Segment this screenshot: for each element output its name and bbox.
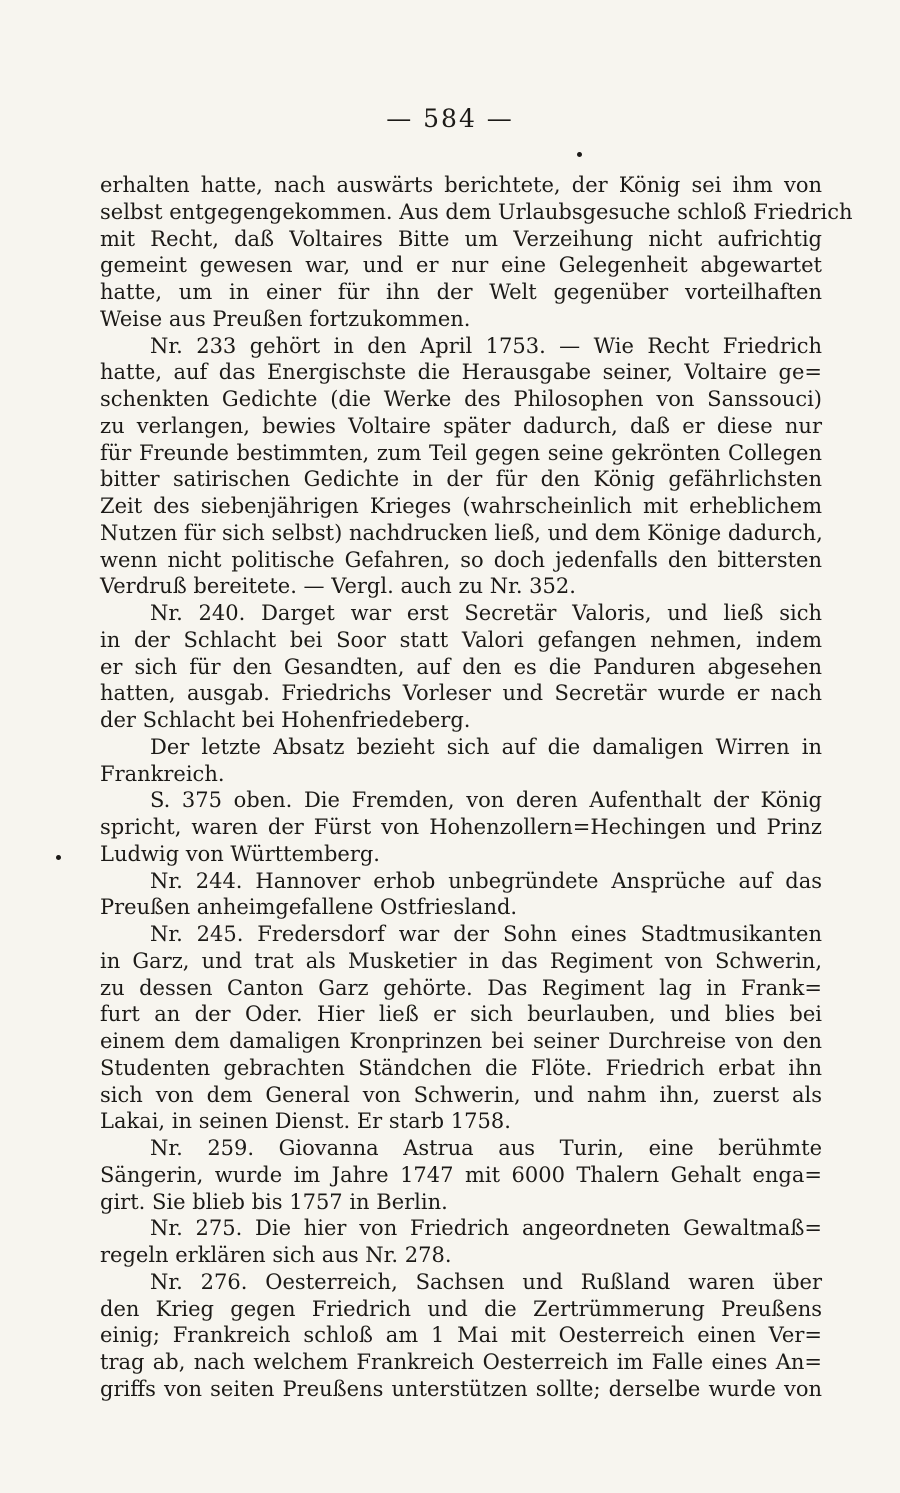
text-line: er sich für den Gesandten, auf den es die Panduren abgesehen <box>100 654 822 679</box>
text-line: sich von dem General von Schwerin, und nahm ihn, zuerst als <box>100 1082 822 1107</box>
text-line: Nr. 275. Die hier von Friedrich angeordneten Gewaltmaß= <box>150 1216 822 1241</box>
body-text <box>100 172 853 1403</box>
text-line: Nr. 240. Darget war erst Secretär Valoris, und ließ sich <box>150 601 822 625</box>
text-line: einem dem damaligen Kronprinzen bei seiner Durchreise von den <box>100 1029 822 1053</box>
text-line: Preußen anheimgefallene Ostfriesland. <box>100 895 518 920</box>
text-line: in der Schlacht bei Soor statt Valori gefangen nehmen, indem <box>100 627 822 652</box>
text-line: hatten, ausgab. Friedrichs Vorleser und Secretär wurde er nach <box>100 681 822 706</box>
text-line: Nr. 276. Oesterreich, Sachsen und Rußland waren über <box>150 1269 822 1294</box>
margin-speck <box>56 855 61 860</box>
text-line: Nr. 233 gehört in den April 1753. — Wie Recht Friedrich <box>150 333 822 358</box>
text-line: Weise aus Preußen fortzukommen. <box>100 306 471 331</box>
text-line: Zeit des siebenjährigen Krieges (wahrscheinlich mit erheblichem <box>100 494 822 518</box>
page-number: — 584 — <box>386 104 514 133</box>
text-line: Ludwig von Württemberg. <box>100 841 380 866</box>
text-line: gemeint gewesen war, und er nur eine Gelegenheit abgewartet <box>100 253 822 278</box>
text-line: selbst entgegengekommen. Aus dem Urlaubsgesuche schloß Friedrich <box>100 199 853 224</box>
text-line: der Schlacht bei Hohenfriedeberg. <box>100 708 471 732</box>
text-line: spricht, waren der Fürst von Hohenzollern=Hechingen und Prinz <box>100 815 822 839</box>
text-line: schenkten Gedichte (die Werke des Philosophen von Sanssouci) <box>100 387 822 411</box>
text-line: zu dessen Canton Garz gehörte. Das Regiment lag in Frank= <box>100 975 822 1000</box>
text-line: hatte, auf das Energischste die Herausgabe seiner, Voltaire ge= <box>100 360 822 385</box>
text-line: Lakai, in seinen Dienst. Er starb 1758. <box>100 1109 511 1134</box>
text-line: für Freunde bestimmten, zum Teil gegen seine gekrönten Collegen <box>100 440 822 465</box>
text-line: Verdruß bereitete. — Vergl. auch zu Nr. 352. <box>100 574 576 599</box>
text-line: griffs von seiten Preußens unterstützen sollte; derselbe wurde von <box>100 1376 822 1401</box>
text-line: den Krieg gegen Friedrich und die Zertrümmerung Preußens <box>100 1296 822 1321</box>
print-speck <box>577 152 582 157</box>
text-line: trag ab, nach welchem Frankreich Oesterreich im Falle eines An= <box>100 1350 822 1374</box>
text-line: mit Recht, daß Voltaires Bitte um Verzeihung nicht aufrichtig <box>100 226 822 251</box>
text-line: zu verlangen, bewies Voltaire später dadurch, daß er diese nur <box>100 413 822 438</box>
text-line: Frankreich. <box>100 761 225 786</box>
text-line: regeln erklären sich aus Nr. 278. <box>100 1243 452 1267</box>
text-line: einig; Frankreich schloß am 1 Mai mit Oesterreich einen Ver= <box>100 1323 822 1348</box>
text-line: furt an der Oder. Hier ließ er sich beurlauben, und blies bei <box>100 1002 822 1027</box>
text-line: Nr. 245. Fredersdorf war der Sohn eines Stadtmusikanten <box>150 922 822 946</box>
text-line: bitter satirischen Gedichte in der für den König gefährlichsten <box>100 467 822 492</box>
text-line: Nutzen für sich selbst) nachdrucken ließ, und dem Könige dadurch, <box>100 520 823 545</box>
text-line: in Garz, und trat als Musketier in das Regiment von Schwerin, <box>100 948 822 973</box>
text-line: Studenten gebrachten Ständchen die Flöte. Friedrich erbat ihn <box>100 1055 822 1080</box>
text-line: girt. Sie blieb bis 1757 in Berlin. <box>100 1189 448 1214</box>
text-line: erhalten hatte, nach auswärts berichtete, der König sei ihm von <box>100 173 822 197</box>
text-line: Nr. 259. Giovanna Astrua aus Turin, eine berühmte <box>150 1136 822 1160</box>
text-line: S. 375 oben. Die Fremden, von deren Aufenthalt der König <box>150 788 822 813</box>
text-line: Der letzte Absatz bezieht sich auf die damaligen Wirren in <box>150 734 822 759</box>
text-line: wenn nicht politische Gefahren, so doch jedenfalls den bittersten <box>100 547 822 572</box>
text-line: Sängerin, wurde im Jahre 1747 mit 6000 Thalern Gehalt enga= <box>100 1162 822 1187</box>
text-line: hatte, um in einer für ihn der Welt gegenüber vorteilhaften <box>100 280 822 304</box>
text-line: Nr. 244. Hannover erhob unbegründete Ansprüche auf das <box>150 868 822 893</box>
